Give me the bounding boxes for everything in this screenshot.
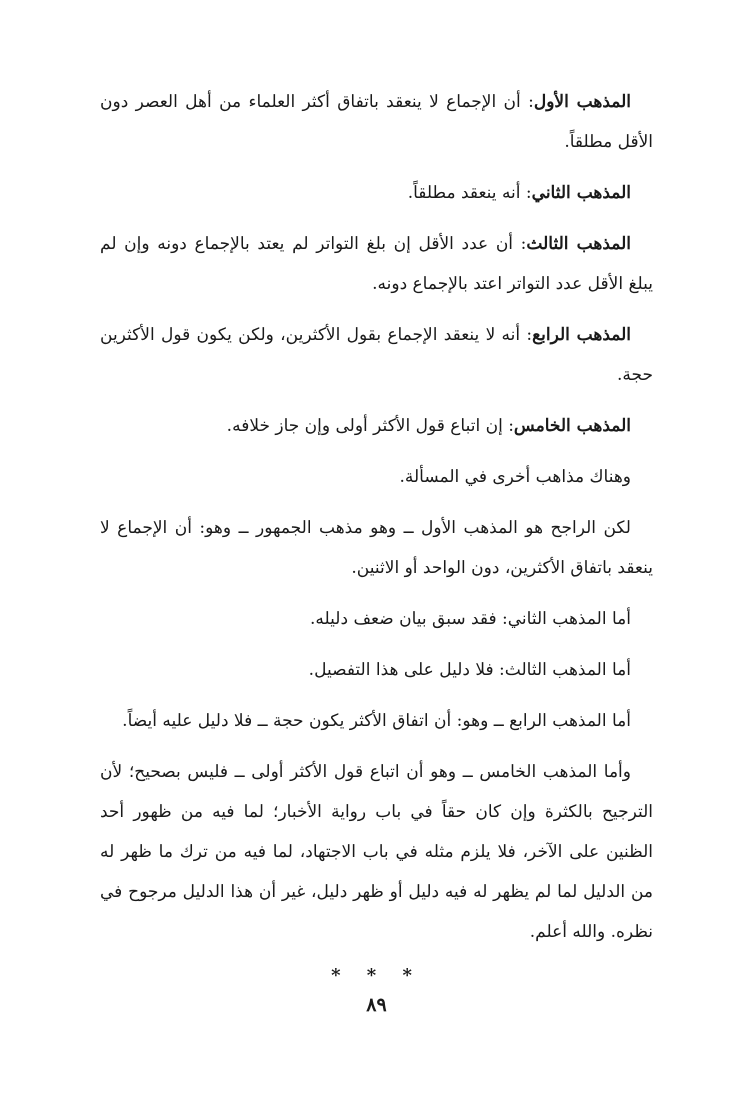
paragraph-rebuttal-4 [100, 701, 653, 741]
section-separator: * * * [331, 965, 422, 986]
paragraph-preferred-view [100, 508, 653, 588]
paragraph-madhhab-5 [100, 406, 653, 446]
paragraph-text: : أنه ينعقد مطلقاً. [407, 183, 532, 203]
paragraph-text: أما المذهب الرابع ــ وهو: أن اتفاق الأكثر يكون حجة ــ فلا دليل عليه أيضاً. [122, 711, 631, 731]
paragraph-madhhab-4 [100, 315, 653, 395]
paragraph-text: لكن الراجح هو المذهب الأول ــ وهو مذهب الجمهور ــ وهو: أن الإجماع لا ينعقد باتفاق الأكثرين، دون الواحد أو الاثنين. [100, 518, 653, 578]
paragraph-heading: المذهب الخامس [513, 416, 631, 436]
paragraph-text: أما المذهب الثاني: فقد سبق بيان ضعف دليله. [310, 609, 631, 629]
paragraph-text: : إن اتباع قول الأكثر أولى وإن جاز خلافه. [226, 416, 514, 436]
paragraph-other-madhhabs [100, 457, 653, 497]
paragraph-madhhab-2 [100, 173, 653, 213]
paragraph-madhhab-1 [100, 82, 653, 162]
page-number: ٨٩ [366, 994, 387, 1016]
paragraph-text: : أن الإجماع لا ينعقد باتفاق أكثر العلماء من أهل العصر دون الأقل مطلقاً. [100, 92, 653, 152]
paragraph-rebuttal-2 [100, 599, 653, 639]
paragraph-text: وأما المذهب الخامس ــ وهو أن اتباع قول الأكثر أولى ــ فليس بصحيح؛ لأن الترجيح بالكثرة وإن كان حقاً في باب رواية الأخبار؛ لما فيه من ظهور أحد الظنين على الآخر، فلا يلزم مثله في باب الاجتهاد، لما فيه من ترك ما ظهر له من الدليل لما لم يظهر له فيه دليل أو ظهر دليل، غير أن هذا الدليل مرجوح في نظره. والله أعلم. [100, 762, 653, 942]
paragraph-heading: المذهب الثالث [526, 234, 631, 254]
paragraph-madhhab-3 [100, 224, 653, 304]
paragraph-text: أما المذهب الثالث: فلا دليل على هذا التفصيل. [308, 660, 631, 680]
paragraph-rebuttal-3 [100, 650, 653, 690]
paragraph-text: : أنه لا ينعقد الإجماع بقول الأكثرين، ولكن يكون قول الأكثرين حجة. [100, 325, 653, 385]
paragraph-heading: المذهب الثاني [531, 183, 631, 203]
paragraph-text: : أن عدد الأقل إن بلغ التواتر لم يعتد بالإجماع دونه وإن لم يبلغ الأقل عدد التواتر اعتد بالإجماع دونه. [100, 234, 653, 294]
paragraph-heading: المذهب الأول [533, 92, 631, 112]
paragraph-text: وهناك مذاهب أخرى في المسألة. [399, 467, 631, 487]
paragraph-heading: المذهب الرابع [532, 325, 631, 345]
paragraph-rebuttal-5 [100, 752, 653, 952]
page-body [100, 82, 653, 989]
